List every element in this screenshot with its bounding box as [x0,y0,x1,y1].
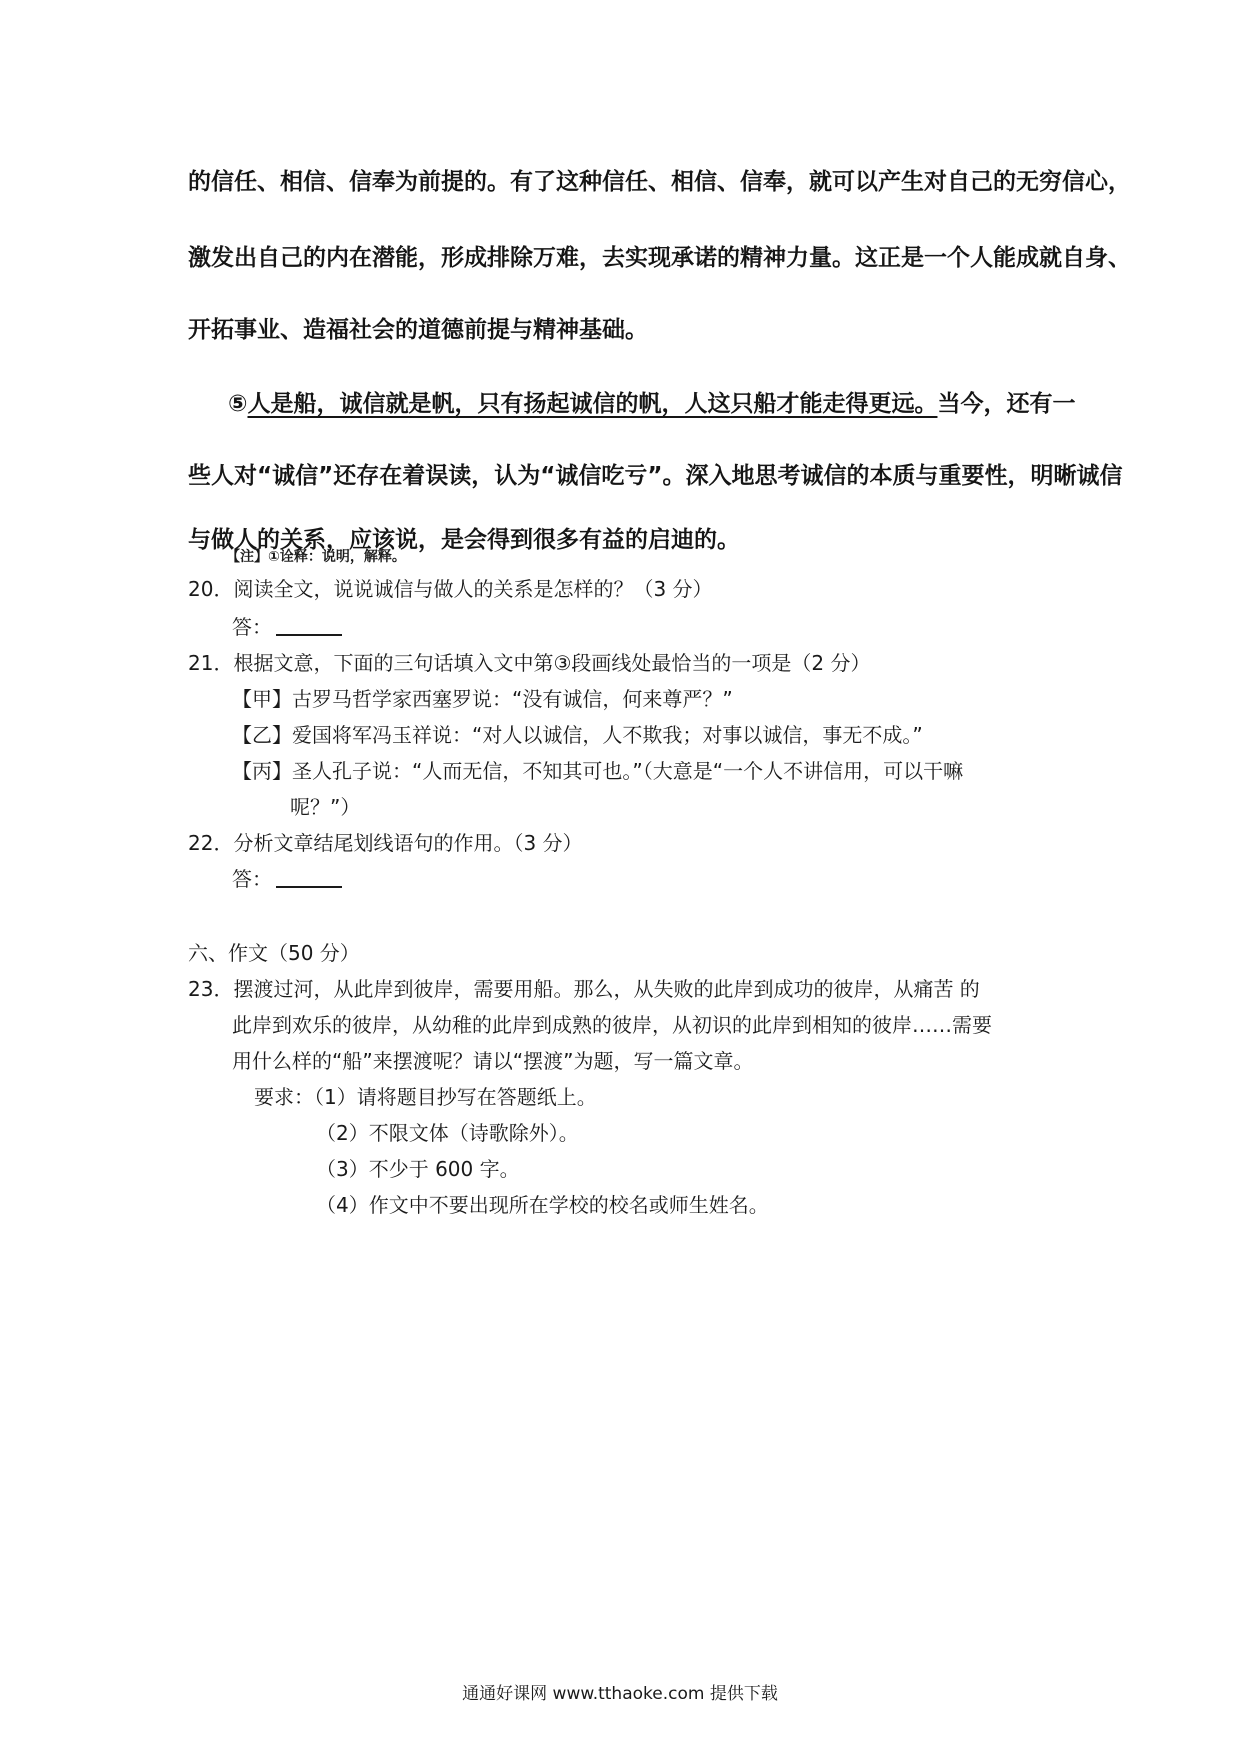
paragraph-5-line-2: 些人对“诚信”还存在着误读，认为“诚信吃亏”。深入地思考诚信的本质与重要性，明晰诚信 [188,463,1123,489]
answer-blank[interactable] [276,864,342,888]
question-21: 21．根据文意，下面的三句话填入文中第③段画线处最恰当的一项是（2 分） [188,651,871,675]
requirement-item: （2）不限文体（诗歌除外）。 [316,1121,579,1145]
passage-line-3: 开拓事业、造福社会的道德前提与精神基础。 [188,317,648,343]
paragraph-5-line-1 [228,384,1076,424]
passage-line-2: 激发出自己的内在潜能，形成排除万难，去实现承诺的精神力量。这正是一个人能成就自身、 [188,245,1131,271]
question-22: 22．分析文章结尾划线语句的作用。（3 分） [188,831,583,855]
requirement-line-1 [254,1080,597,1114]
paragraph-5-rest: 当今，还有一 [937,391,1076,417]
answer-22-line [232,862,342,896]
question-20: 20．阅读全文，说说诚信与做人的关系是怎样的？（3 分） [188,577,713,601]
answer-blank[interactable] [276,612,342,636]
essay-prompt-line-2: 此岸到欢乐的彼岸，从幼稚的此岸到成熟的彼岸，从初识的此岸到相知的彼岸……需要 [232,1013,992,1037]
answer-20-line [232,610,342,644]
underlined-sentence: 人是船，诚信就是帆，只有扬起诚信的帆，人这只船才能走得更远。 [247,391,938,417]
paragraph-marker: ⑤ [228,391,248,417]
passage-line-1: 的信任、相信、信奉为前提的。有了这种信任、相信、信奉，就可以产生对自己的无穷信心， [188,169,1131,195]
page-footer: 通通好课网 www.tthaoke.com 提供下载 [462,1684,778,1704]
option-jia: 【甲】古罗马哲学家西塞罗说：“没有诚信，何来尊严？” [232,687,733,711]
requirement-item: （4）作文中不要出现所在学校的校名或师生姓名。 [316,1193,769,1217]
paragraph-5-line-3: 与做人的关系，应该说，是会得到很多有益的启迪的。 [188,527,740,553]
footnote: 【注】①诠释：说明，解释。 [226,549,406,565]
requirement-item: （3）不少于 600 字。 [316,1157,520,1181]
option-bing: 【丙】圣人孔子说：“人而无信，不知其可也。”（大意是“一个人不讲信用，可以干嘛 [232,759,964,783]
essay-prompt-line-3: 用什么样的“船”来摆渡呢？请以“摆渡”为题，写一篇文章。 [232,1049,754,1073]
requirements-label: 要求： [254,1085,314,1109]
option-yi: 【乙】爱国将军冯玉祥说：“对人以诚信，人不欺我；对事以诚信，事无不成。” [232,723,923,747]
essay-prompt-line-1: 23．摆渡过河，从此岸到彼岸，需要用船。那么，从失败的此岸到成功的彼岸，从痛苦 的 [188,977,980,1001]
section-title: 六、作文（50 分） [188,941,360,965]
option-bing-continued: 呢？”） [290,795,361,819]
answer-label: 答： [232,615,272,639]
answer-label: 答： [232,867,272,891]
requirement-item: （1）请将题目抄写在答题纸上。 [314,1085,597,1109]
